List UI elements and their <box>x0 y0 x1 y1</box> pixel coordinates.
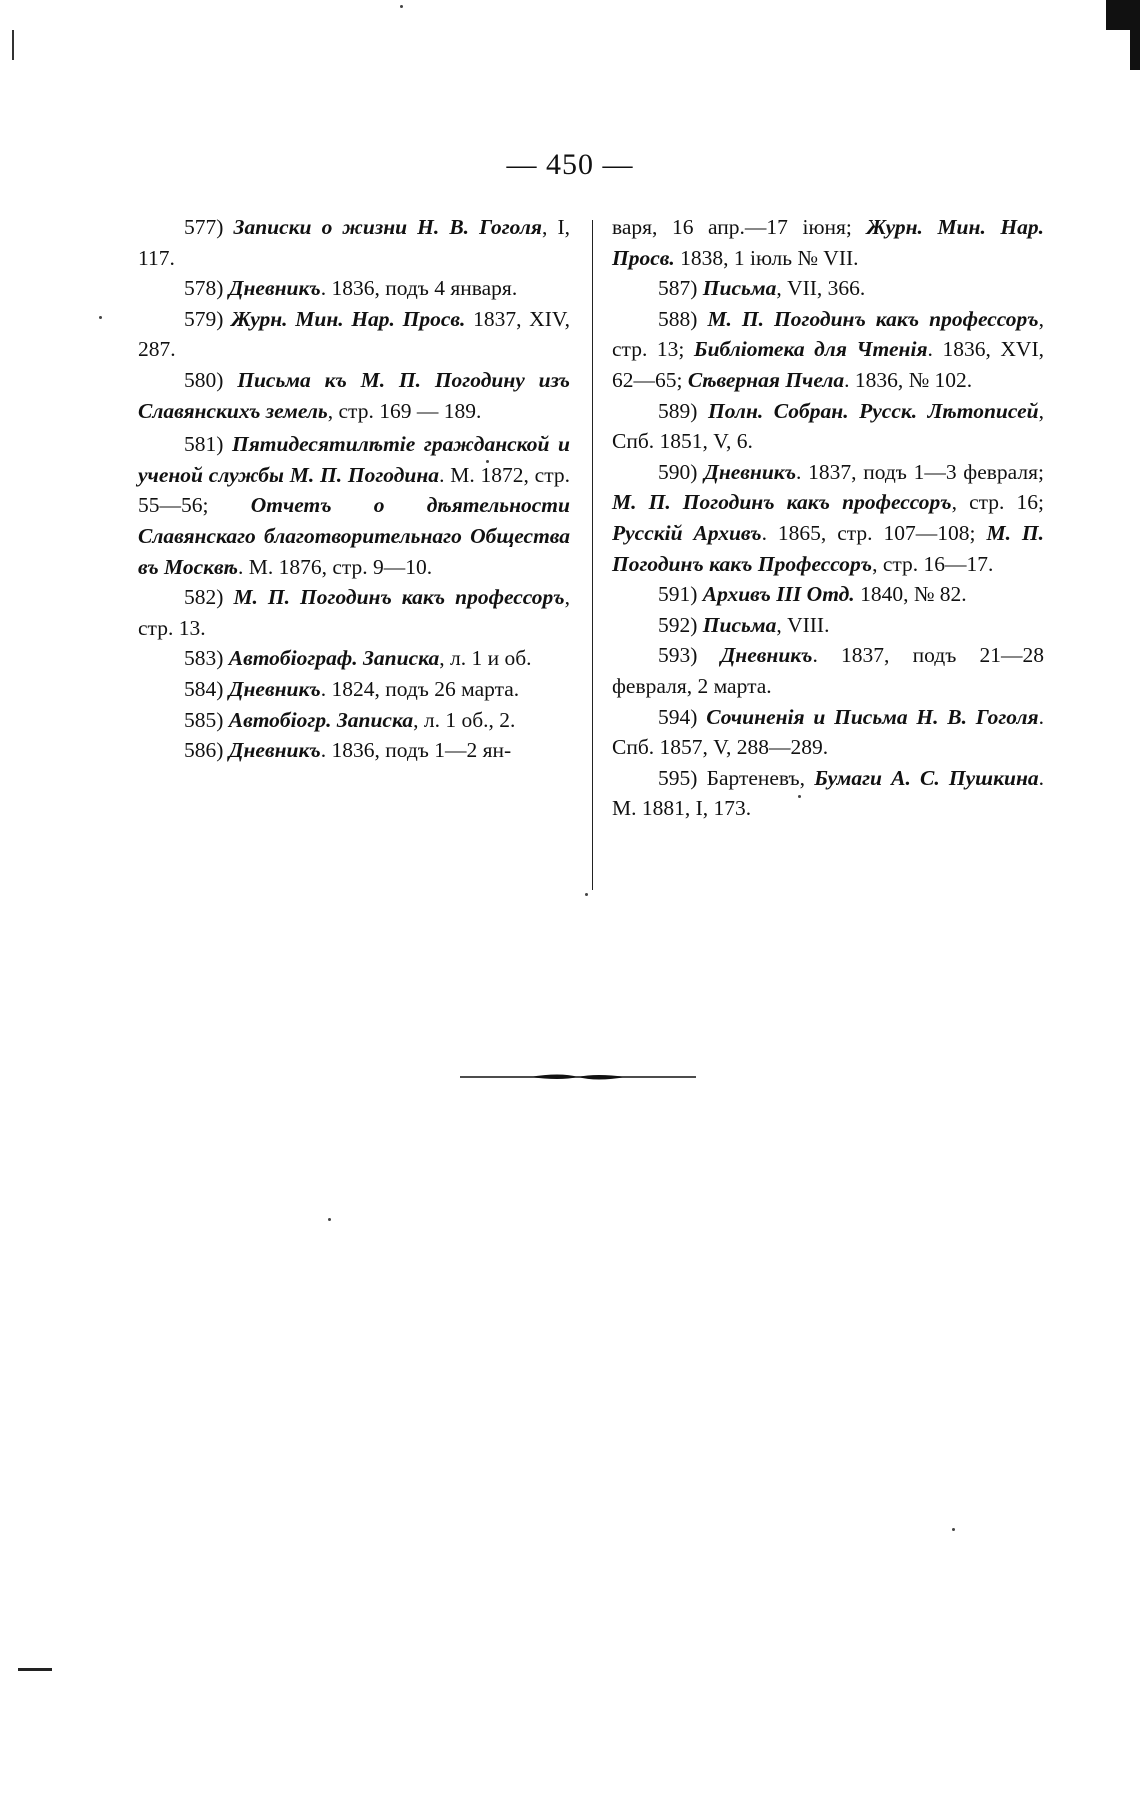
left-column <box>138 212 570 766</box>
scan-speck <box>952 1528 955 1531</box>
footnote-595: 595) Бартеневъ, Бумаги А. С. Пушкина. М. 1881, I, 173. <box>612 765 1045 821</box>
scan-edge-mark <box>12 30 14 60</box>
footnote-580: 580) Письма къ М. П. Погодину изъ Славянскихъ земель, стр. 169 — 189. <box>138 367 570 423</box>
footnote-593: 593) Дневникъ. 1837, подъ 21—28 февраля, 2 марта. <box>612 643 1044 698</box>
footnote-582: 582) М. П. Погодинъ какъ профессоръ, стр. 13. <box>138 585 570 640</box>
scan-corner-mark <box>1100 0 1140 70</box>
scan-speck <box>99 316 102 319</box>
scan-speck <box>400 5 403 8</box>
footnote-594: 594) Сочиненія и Письма Н. В. Гоголя. Спб. 1857, V, 288—289. <box>612 704 1045 760</box>
footnote-585: 585) Автобіогр. Записка, л. 1 об., 2. <box>184 707 516 732</box>
end-ornament-divider <box>460 1072 696 1082</box>
footnote-586: 586) Дневникъ. 1836, подъ 1—2 ян- <box>184 738 512 763</box>
scan-speck <box>486 460 489 463</box>
footnote-583: 583) Автобіограф. Записка, л. 1 и об. <box>184 646 532 671</box>
page-number: — 450 — <box>506 148 634 181</box>
footnote-588: 588) М. П. Погодинъ какъ профессоръ, стр. 13; Библіотека для Чтенія. 1836, XVI, 62—65; Сѣверная Пчела. 1836, № 102. <box>612 306 1044 392</box>
footnote-578: 578) Дневникъ. 1836, подъ 4 января. <box>184 276 518 301</box>
footnote-587: 587) Письма, VII, 366. <box>658 276 866 301</box>
scan-margin-mark <box>18 1668 52 1671</box>
footnote-581: 581) Пятидесятилѣтіе гражданской и ученой службы М. П. Погодина. М. 1872, стр. 55—56; Отчетъ о дѣятельности Славянскаго благотворительнаго Общества въ Москвѣ. М. 1876, стр. 9—10. <box>138 432 570 579</box>
footnote-579: 579) Журн. Мин. Нар. Просв. 1837, XIV, 287. <box>138 306 570 362</box>
footnote-590: 590) Дневникъ. 1837, подъ 1—3 февраля; М. П. Погодинъ какъ профессоръ, стр. 16; Русскій Архивъ. 1865, стр. 107—108; М. П. Погодинъ какъ Профессоръ, стр. 16—17. <box>612 459 1044 576</box>
footnote-592: 592) Письма, VIII. <box>658 612 830 637</box>
footnote-589: 589) Полн. Собран. Русск. Лѣтописей, Спб. 1851, V, 6. <box>612 398 1044 454</box>
footnote-577: 577) Записки о жизни Н. В. Гоголя, I, 117. <box>138 215 570 270</box>
column-divider <box>592 220 593 890</box>
scan-speck <box>585 893 588 896</box>
right-column <box>612 212 1044 824</box>
scan-speck <box>798 795 801 798</box>
footnote-586-continued: варя, 16 апр.—17 іюня; Журн. Мин. Нар. Просв. 1838, 1 іюль № VII. <box>612 215 1044 270</box>
footnote-591: 591) Архивъ III Отд. 1840, № 82. <box>658 582 967 607</box>
scan-speck <box>328 1218 331 1221</box>
footnote-584: 584) Дневникъ. 1824, подъ 26 марта. <box>184 676 520 701</box>
